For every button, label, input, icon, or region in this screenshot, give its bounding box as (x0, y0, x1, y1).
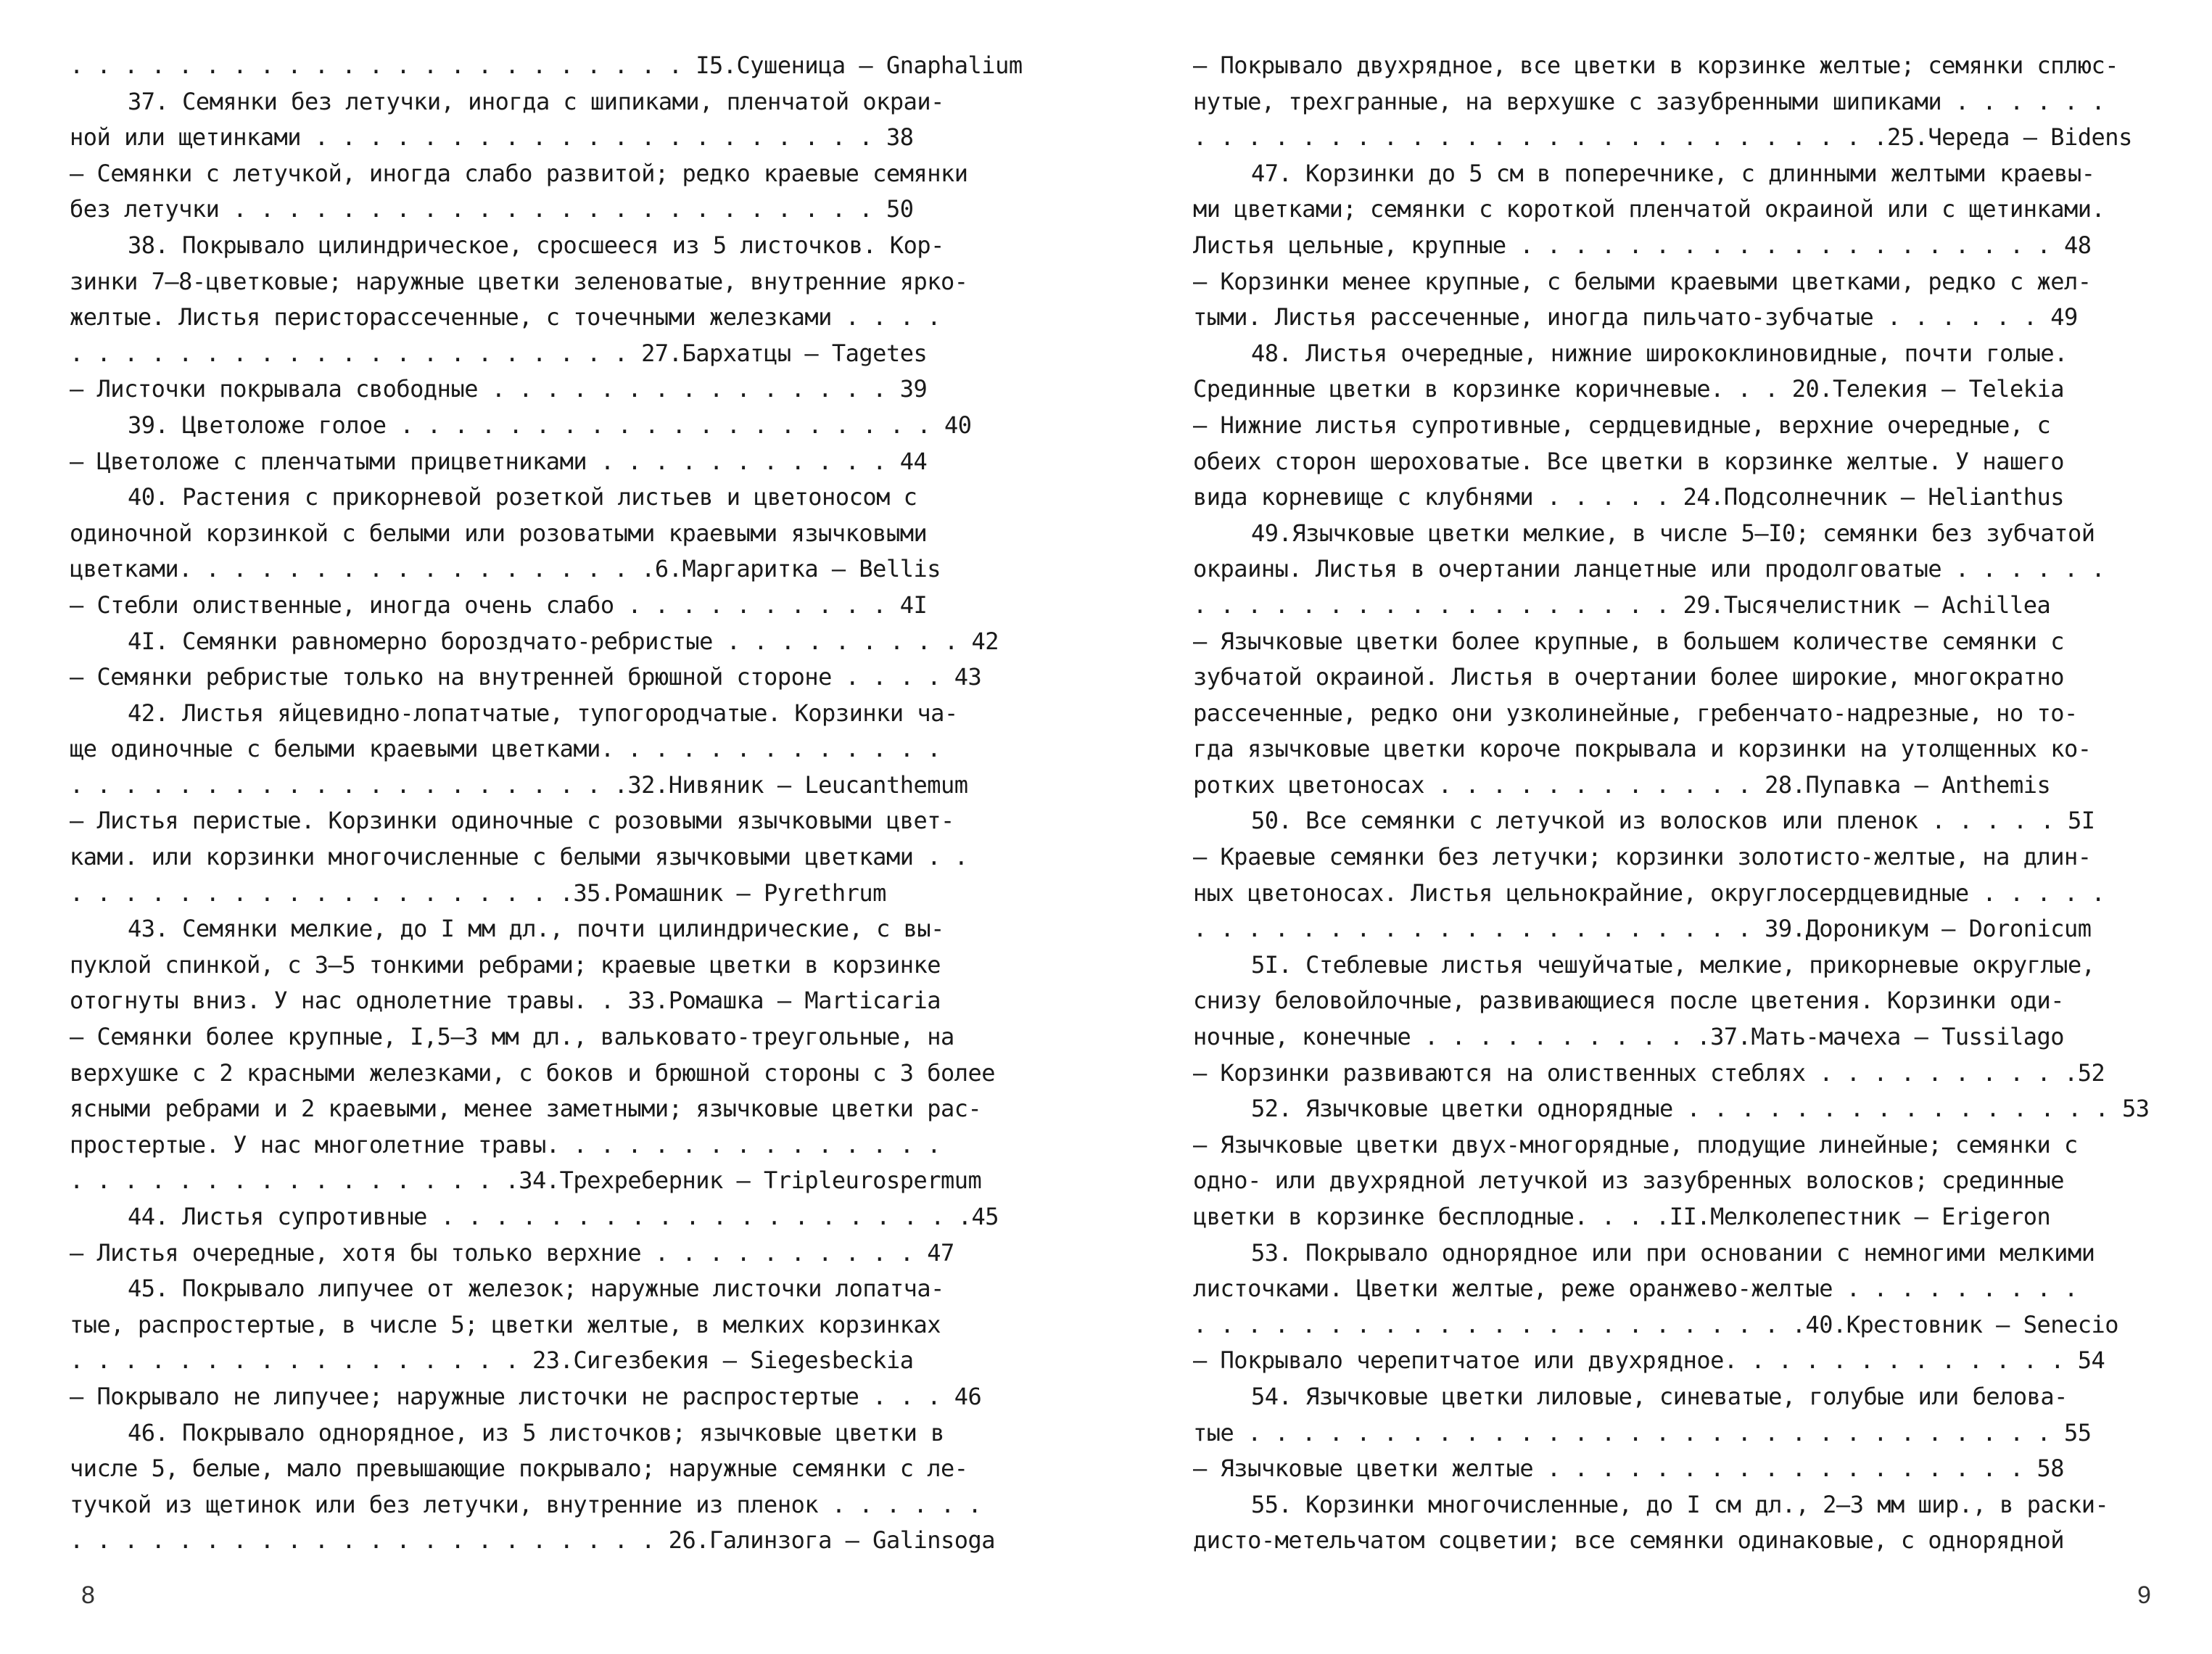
text-line: 40. Растения с прикорневой розеткой листьев и цветоносом с (128, 483, 917, 511)
text-line: Листья цельные, крупные . . . . . . . . . . . . . . . . . . . . 48 (1193, 231, 2092, 259)
text-line: . . . . . . . . . . . . . . . . . . .35.Ромашник – Pyrethrum (70, 879, 886, 907)
text-line: ных цветоносах. Листья цельнокрайние, округлосердцевидные . . . . . (1193, 879, 2105, 907)
text-line: – Язычковые цветки желтые . . . . . . . . . . . . . . . . . . 58 (1193, 1455, 2064, 1483)
text-line: – Листочки покрывала свободные . . . . . . . . . . . . . . . 39 (70, 375, 928, 403)
text-line: . . . . . . . . . . . . . . . . . . . . . . . . . .25.Череда – Bidens (1193, 123, 2132, 152)
text-line: отогнуты вниз. У нас однолетние травы. . 33.Ромашка – Marticaria (70, 987, 941, 1015)
text-line: Срединные цветки в корзинке коричневые. . . 20.Телекия – Telekia (1193, 375, 2064, 403)
text-line: ми цветками; семянки с короткой пленчатой окраиной или с щетинками. (1193, 195, 2105, 223)
text-line: 45. Покрывало липучее от железок; наружные листочки лопатча- (128, 1275, 944, 1303)
text-line: – Язычковые цветки более крупные, в большем количестве семянки с (1193, 627, 2064, 655)
text-line: – Семянки с летучкой, иногда слабо развитой; редко краевые семянки (70, 159, 968, 187)
text-line: цветками. . . . . . . . . . . . . . . . . .6.Маргаритка – Bellis (70, 555, 941, 583)
text-line: ной или щетинками . . . . . . . . . . . . . . . . . . . . . 38 (70, 123, 914, 152)
text-line: – Корзинки развиваются на олиственных стеблях . . . . . . . . . .52 (1193, 1058, 2105, 1087)
text-line: окраины. Листья в очертании ланцетные или продолговатые . . . . . . (1193, 555, 2105, 583)
page-number-right: 9 (2137, 1581, 2151, 1609)
text-line: одиночной корзинкой с белыми или розоватыми краевыми язычковыми (70, 519, 928, 547)
text-line: . . . . . . . . . . . . . . . . . . . . . . .40.Крестовник – Senecio (1193, 1310, 2119, 1338)
text-line: – Семянки ребристые только на внутренней брюшной стороне . . . . 43 (70, 663, 982, 691)
text-line: – Нижние листья супротивные, сердцевидные, верхние очередные, с (1193, 411, 2051, 439)
page-number-left: 8 (81, 1581, 95, 1609)
text-line: 52. Язычковые цветки однорядные . . . . . . . . . . . . . . . . 53 (1251, 1095, 2150, 1123)
text-line: 39. Цветоложе голое . . . . . . . . . . . . . . . . . . . . 40 (128, 411, 972, 439)
text-line: 55. Корзинки многочисленные, до I см дл., 2–3 мм шир., в раски- (1251, 1490, 2109, 1518)
text-line: 4I. Семянки равномерно бороздчато-ребристые . . . . . . . . . 42 (128, 627, 999, 655)
text-line: зинки 7–8-цветковые; наружные цветки зеленоватые, внутренние ярко- (70, 267, 968, 295)
text-line: 5I. Стеблевые листья чешуйчатые, мелкие, прикорневые округлые, (1251, 950, 2095, 979)
text-line: вида корневище с клубнями . . . . . 24.Подсолнечник – Helianthus (1193, 483, 2064, 511)
text-line: . . . . . . . . . . . . . . . . . . . . . 27.Бархатцы – Tagetes (70, 339, 928, 367)
text-line: – Цветоложе с пленчатыми прицветниками . . . . . . . . . . . 44 (70, 447, 928, 475)
text-line: . . . . . . . . . . . . . . . . . . . . . . . I5.Сушеница – Gnaphalium (70, 52, 1023, 79)
text-line: – Листья очередные, хотя бы только верхние . . . . . . . . . . 47 (70, 1238, 954, 1267)
text-line: зубчатой окраиной. Листья в очертании более широкие, многократно (1193, 663, 2064, 691)
text-line: 48. Листья очередные, нижние ширококлиновидные, почти голые. (1251, 339, 2068, 367)
text-line: ще одиночные с белыми краевыми цветками. . . . . . . . . . . . . (70, 735, 941, 763)
text-line: дисто-метельчатом соцветии; все семянки одинаковые, с однорядной (1193, 1526, 2064, 1555)
text-line: гда язычковые цветки короче покрывала и корзинки на утолщенных ко- (1193, 735, 2092, 763)
text-line: пуклой спинкой, с 3–5 тонкими ребрами; краевые цветки в корзинке (70, 950, 941, 979)
text-line: 43. Семянки мелкие, до I мм дл., почти цилиндрические, с вы- (128, 915, 944, 943)
text-line: . . . . . . . . . . . . . . . . . 23.Сигезбекия – Siegesbeckia (70, 1346, 914, 1375)
text-line: ясными ребрами и 2 краевыми, менее заметными; язычковые цветки рас- (70, 1095, 982, 1123)
text-line: тыми. Листья рассеченные, иногда пильчато-зубчатые . . . . . . 49 (1193, 303, 2078, 332)
text-line: – Покрывало черепитчатое или двухрядное. . . . . . . . . . . . . 54 (1193, 1346, 2105, 1375)
text-line: – Корзинки менее крупные, с белыми краевыми цветками, редко с жел- (1193, 267, 2092, 295)
text-line: без летучки . . . . . . . . . . . . . . . . . . . . . . . . 50 (70, 195, 914, 223)
text-line: нутые, трехгранные, на верхушке с зазубренными шипиками . . . . . . (1193, 87, 2105, 115)
text-line: ками. или корзинки многочисленные с белыми язычковыми цветками . . (70, 843, 968, 871)
text-line: . . . . . . . . . . . . . . . . . . . . . 39.Дороникум – Doronicum (1193, 915, 2092, 943)
text-line: – Покрывало не липучее; наружные листочки не распростертые . . . 46 (70, 1382, 982, 1410)
text-line: 37. Семянки без летучки, иногда с шипиками, пленчатой окраи- (128, 87, 944, 115)
right-page (1106, 0, 2212, 1654)
text-line: – Листья перистые. Корзинки одиночные с розовыми язычковыми цвет- (70, 807, 954, 835)
text-line: листочками. Цветки желтые, реже оранжево-желтые . . . . . . . . . (1193, 1275, 2078, 1303)
text-line: тые, распростертые, в числе 5; цветки желтые, в мелких корзинках (70, 1310, 941, 1338)
text-line: – Краевые семянки без летучки; корзинки золотисто-желтые, на длин- (1193, 843, 2092, 871)
text-line: ротких цветоносах . . . . . . . . . . . . 28.Пупавка – Anthemis (1193, 770, 2051, 799)
text-line: . . . . . . . . . . . . . . . . . . . . .32.Нивяник – Leucanthemum (70, 770, 968, 799)
text-line: 42. Листья яйцевидно-лопатчатые, тупогородчатые. Корзинки ча- (128, 699, 958, 727)
text-line: 50. Все семянки с летучкой из волосков или пленок . . . . . 5I (1251, 807, 2095, 835)
text-line: желтые. Листья перисторассеченные, с точечными железками . . . . (70, 303, 941, 332)
text-line: числе 5, белые, мало превышающие покрывало; наружные семянки с ле- (70, 1455, 968, 1483)
text-line: – Семянки более крупные, I,5–3 мм дл., вальковато-треугольные, на (70, 1023, 954, 1051)
text-line: 54. Язычковые цветки лиловые, синеватые, голубые или белова- (1251, 1382, 2068, 1410)
text-line: простертые. У нас многолетние травы. . . . . . . . . . . . . . . (70, 1130, 941, 1159)
text-line: обеих сторон шероховатые. Все цветки в корзинке желтые. У нашего (1193, 447, 2064, 475)
text-line: . . . . . . . . . . . . . . . . . . 29.Тысячелистник – Achillea (1193, 591, 2051, 619)
text-line: 53. Покрывало однорядное или при основании с немногими мелкими (1251, 1238, 2095, 1267)
text-line: 47. Корзинки до 5 см в поперечнике, с длинными желтыми краевы- (1251, 159, 2095, 187)
text-line: . . . . . . . . . . . . . . . . . . . . . . 26.Галинзога – Galinsoga (70, 1526, 996, 1555)
text-line: – Язычковые цветки двух-многорядные, плодущие линейные; семянки с (1193, 1130, 2078, 1159)
text-line: 49.Язычковые цветки мелкие, в числе 5–I0; семянки без зубчатой (1251, 519, 2095, 547)
text-line: снизу беловойлочные, развивающиеся после цветения. Корзинки оди- (1193, 987, 2064, 1015)
text-line: 44. Листья супротивные . . . . . . . . . . . . . . . . . . . .45 (128, 1203, 999, 1230)
text-line: . . . . . . . . . . . . . . . . .34.Трехреберник – Tripleurospermum (70, 1167, 982, 1195)
text-line: одно- или двухрядной летучкой из зазубренных волосков; срединные (1193, 1167, 2064, 1195)
text-line: 46. Покрывало однорядное, из 5 листочков; язычковые цветки в (128, 1418, 944, 1447)
text-line: верхушке с 2 красными железками, с боков и брюшной стороны с 3 более (70, 1058, 996, 1087)
text-line: рассеченные, редко они узколинейные, гребенчато-надрезные, но то- (1193, 699, 2078, 727)
text-line: 38. Покрывало цилиндрическое, сросшееся из 5 листочков. Кор- (128, 231, 944, 259)
text-line: цветки в корзинке бесплодные. . . .II.Мелколепестник – Erigeron (1193, 1203, 2051, 1230)
text-line: тые . . . . . . . . . . . . . . . . . . . . . . . . . . . . . . 55 (1193, 1418, 2092, 1447)
right-page-text (1193, 48, 2150, 1559)
text-line: – Покрывало двухрядное, все цветки в корзинке желтые; семянки сплюс- (1193, 52, 2119, 79)
text-line: тучкой из щетинок или без летучки, внутренние из пленок . . . . . . (70, 1490, 982, 1518)
left-page-text (70, 48, 1023, 1559)
text-line: – Стебли олиственные, иногда очень слабо . . . . . . . . . . 4I (70, 591, 928, 619)
text-line: ночные, конечные . . . . . . . . . . .37.Мать-мачеха – Tussilago (1193, 1023, 2064, 1051)
